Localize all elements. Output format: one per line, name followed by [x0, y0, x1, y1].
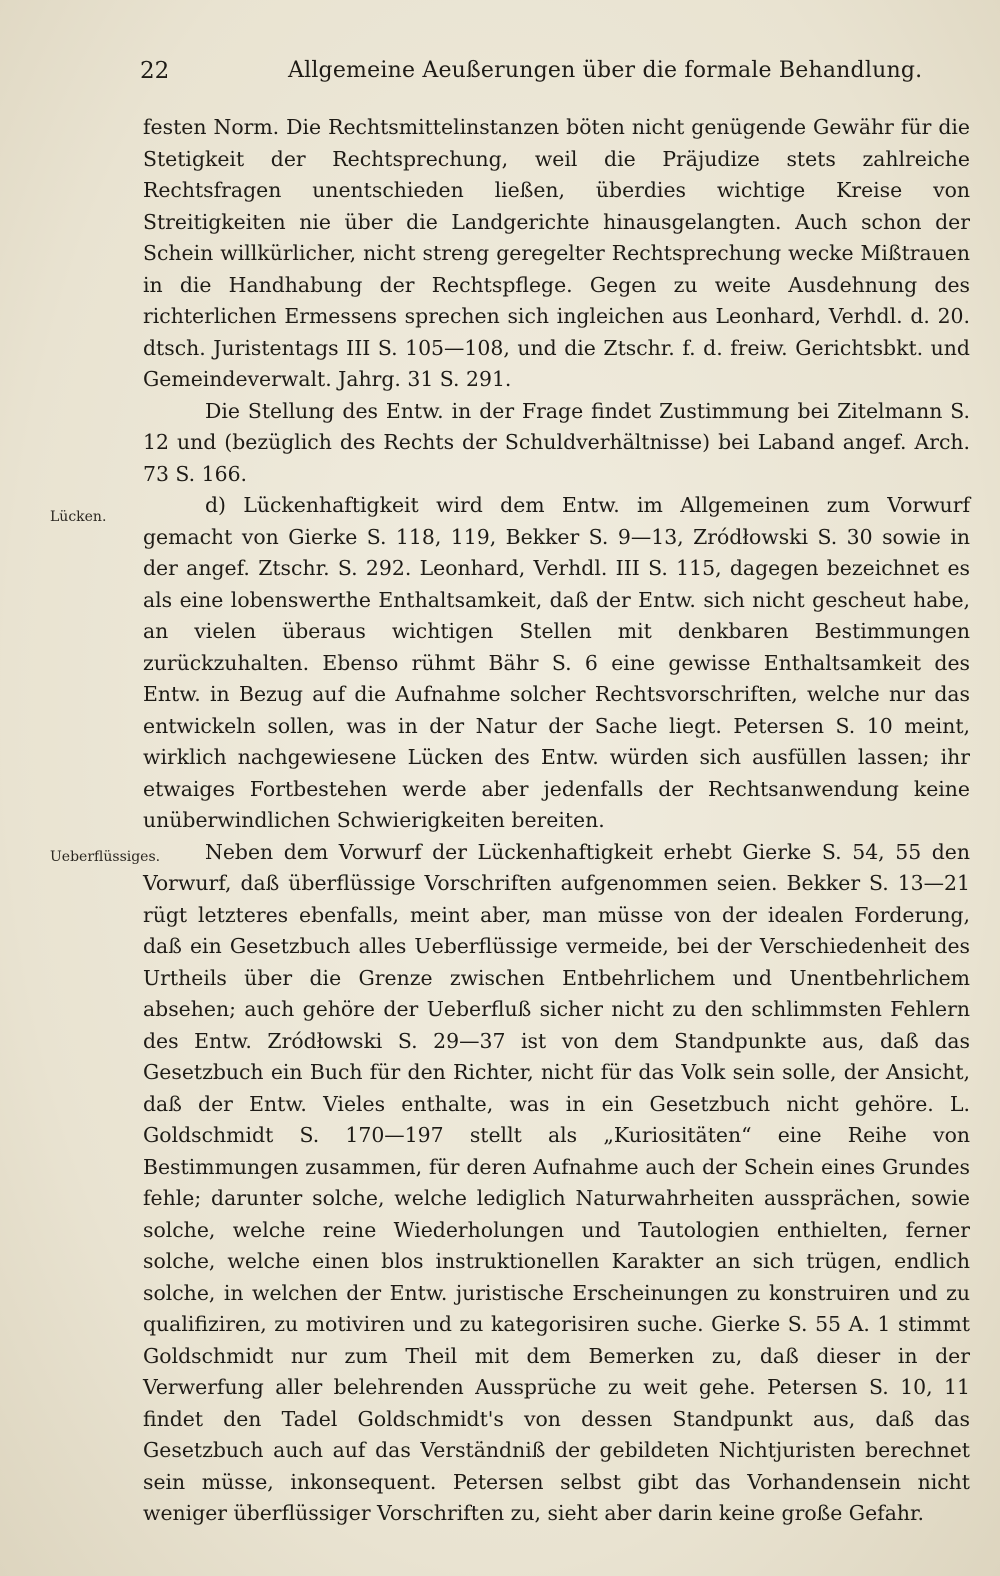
body-text	[143, 112, 970, 1530]
margin-note-ueberfluessiges: Ueberflüssiges.	[50, 849, 161, 865]
paragraph-4: Neben dem Vorwurf der Lückenhaftigkeit erhebt Gierke S. 54, 55 den Vorwurf, daß überflüssige Vorschriften aufgenommen seien. Bekker S. 13—21 rügt letzteres ebenfalls, meint aber, man müsse von der idealen Forderung, daß ein Gesetzbuch alles Ueberflüssige vermeide, bei der Verschiedenheit des Urtheils über die Grenze zwischen Entbehrlichem und Unentbehrlichem absehen; auch gehöre der Ueberfluß sicher nicht zu den schlimmsten Fehlern des Entw. Zródłowski S. 29—37 ist von dem Standpunkte aus, daß das Gesetzbuch ein Buch für den Richter, nicht für das Volk sein solle, der Ansicht, daß der Entw. Vieles enthalte, was in ein Gesetzbuch nicht gehöre. L. Goldschmidt S. 170—197 stellt als „Kuriositäten“ eine Reihe von Bestimmungen zusammen, für deren Aufnahme auch der Schein eines Grundes fehle; darunter solche, welche lediglich Naturwahrheiten aussprächen, sowie solche, welche reine Wiederholungen und Tautologien enthielten, ferner solche, welche einen blos instruktionellen Karakter an sich trügen, endlich solche, in welchen der Entw. juristische Erscheinungen zu konstruiren und zu qualifiziren, zu motiviren und zu kategorisiren suche. Gierke S. 55 A. 1 stimmt Goldschmidt nur zum Theil mit dem Bemerken zu, daß dieser in der Verwerfung aller belehrenden Aussprüche zu weit gehe. Petersen S. 10, 11 findet den Tadel Goldschmidt's von dessen Standpunkt aus, daß das Gesetzbuch auch auf das Verständniß der gebildeten Nichtjuristen berechnet sein müsse, inkonsequent. Petersen selbst gibt das Vorhandensein nicht weniger überflüssiger Vorschriften zu, sieht aber darin keine große Gefahr.	[143, 839, 970, 1525]
margin-note-luecken: Lücken.	[50, 509, 107, 525]
paragraph-2: Die Stellung des Entw. in der Frage findet Zustimmung bei Zitelmann S. 12 und (bezüglich des Rechts der Schuldverhältnisse) bei Laband angef. Arch. 73 S. 166.	[143, 398, 970, 486]
page-header	[140, 52, 970, 92]
running-title: Allgemeine Aeußerungen über die formale Behandlung.	[288, 58, 923, 83]
page-number: 22	[140, 58, 170, 84]
paragraph-3: d) Lückenhaftigkeit wird dem Entw. im Allgemeinen zum Vorwurf gemacht von Gierke S. 118, 119, Bekker S. 9—13, Zródłowski S. 30 sowie in der angef. Ztschr. S. 292. Leonhard, Verhdl. III S. 115, dagegen bezeichnet es als eine lobenswerthe Enthaltsamkeit, daß der Entw. sich nicht gescheut habe, an vielen überaus wichtigen Stellen mit denkbaren Bestimmungen zurückzuhalten. Ebenso rühmt Bähr S. 6 eine gewisse Enthaltsamkeit des Entw. in Bezug auf die Aufnahme solcher Rechtsvorschriften, welche nur das entwickeln sollen, was in der Natur der Sache liegt. Petersen S. 10 meint, wirklich nachgewiesene Lücken des Entw. würden sich ausfüllen lassen; ihr etwaiges Fortbestehen werde aber jedenfalls der Rechtsanwendung keine unüberwindlichen Schwierigkeiten bereiten.	[143, 493, 970, 832]
paragraph-1: festen Norm. Die Rechtsmittelinstanzen böten nicht genügende Gewähr für die Stetigkeit der Rechtsprechung, weil die Präjudize stets zahlreiche Rechtsfragen unentschieden ließen, überdies wichtige Kreise von Streitigkeiten nie über die Landgerichte hinausgelangten. Auch schon der Schein willkürlicher, nicht streng geregelter Rechtsprechung wecke Mißtrauen in die Handhabung der Rechtspflege. Gegen zu weite Ausdehnung des richterlichen Ermessens sprechen sich ingleichen aus Leonhard, Verhdl. d. 20. dtsch. Juristentags III S. 105—108, und die Ztschr. f. d. freiw. Gerichtsbkt. und Gemeindeverwalt. Jahrg. 31 S. 291.	[143, 115, 970, 391]
